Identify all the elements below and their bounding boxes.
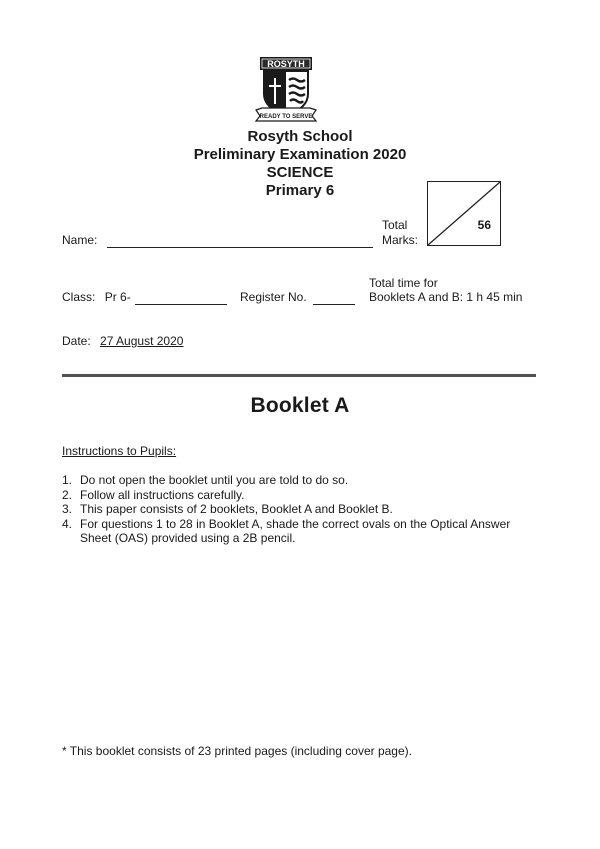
instructions-list: [62, 473, 512, 546]
date-value: 27 August 2020: [100, 334, 184, 348]
instruction-text: This paper consists of 2 booklets, Booklet A and Booklet B.: [80, 502, 393, 516]
time-line-1: Total time for: [369, 276, 438, 290]
class-field: [62, 290, 227, 305]
instruction-item: [62, 502, 512, 517]
instruction-item: [62, 488, 512, 503]
date-field: [62, 334, 183, 348]
name-field: [62, 233, 373, 248]
register-field: [240, 290, 355, 305]
time-line-2: Booklets A and B: 1 h 45 min: [369, 290, 523, 304]
crest-motto-text: READY TO SERVE: [259, 114, 313, 120]
school-crest: [254, 56, 318, 122]
register-label: Register No.: [240, 290, 307, 304]
school-name: Rosyth School: [247, 128, 353, 145]
instruction-number: 4.: [62, 516, 73, 531]
register-blank[interactable]: [313, 290, 355, 305]
instruction-text: Follow all instructions carefully.: [80, 487, 245, 502]
instruction-text: For questions 1 to 28 in Booklet A, shade the correct ovals on the Optical Answer Sheet (OAS) provided using a 2B pencil.: [80, 516, 511, 545]
instruction-item: [62, 517, 512, 546]
instruction-text: Do not open the booklet until you are told to do so.: [80, 473, 349, 487]
total-label: Total: [382, 218, 408, 232]
class-label: Class:: [62, 290, 96, 304]
instruction-item: [62, 473, 512, 488]
footnote: * This booklet consists of 23 printed pages (including cover page).: [62, 744, 412, 758]
class-blank[interactable]: [135, 290, 227, 305]
separator-line: [62, 374, 536, 377]
marks-label: Marks:: [382, 233, 418, 247]
name-label: Name:: [62, 233, 98, 247]
class-prefix: Pr 6-: [104, 290, 131, 304]
name-blank[interactable]: [107, 233, 373, 248]
level-title: Primary 6: [265, 182, 335, 199]
marks-value: 56: [477, 218, 491, 232]
instruction-number: 3.: [62, 502, 73, 516]
subject-title: SCIENCE: [266, 164, 334, 181]
booklet-title: Booklet A: [250, 394, 350, 417]
instruction-number: 1.: [62, 473, 73, 487]
marks-box: [427, 181, 501, 246]
date-label: Date:: [62, 334, 91, 348]
marks-box-diagonal: [428, 182, 500, 245]
instruction-number: 2.: [62, 487, 73, 502]
crest-banner-text: ROSYTH: [267, 59, 305, 69]
instructions-heading: Instructions to Pupils:: [62, 444, 177, 458]
exam-title: Preliminary Examination 2020: [193, 146, 407, 163]
